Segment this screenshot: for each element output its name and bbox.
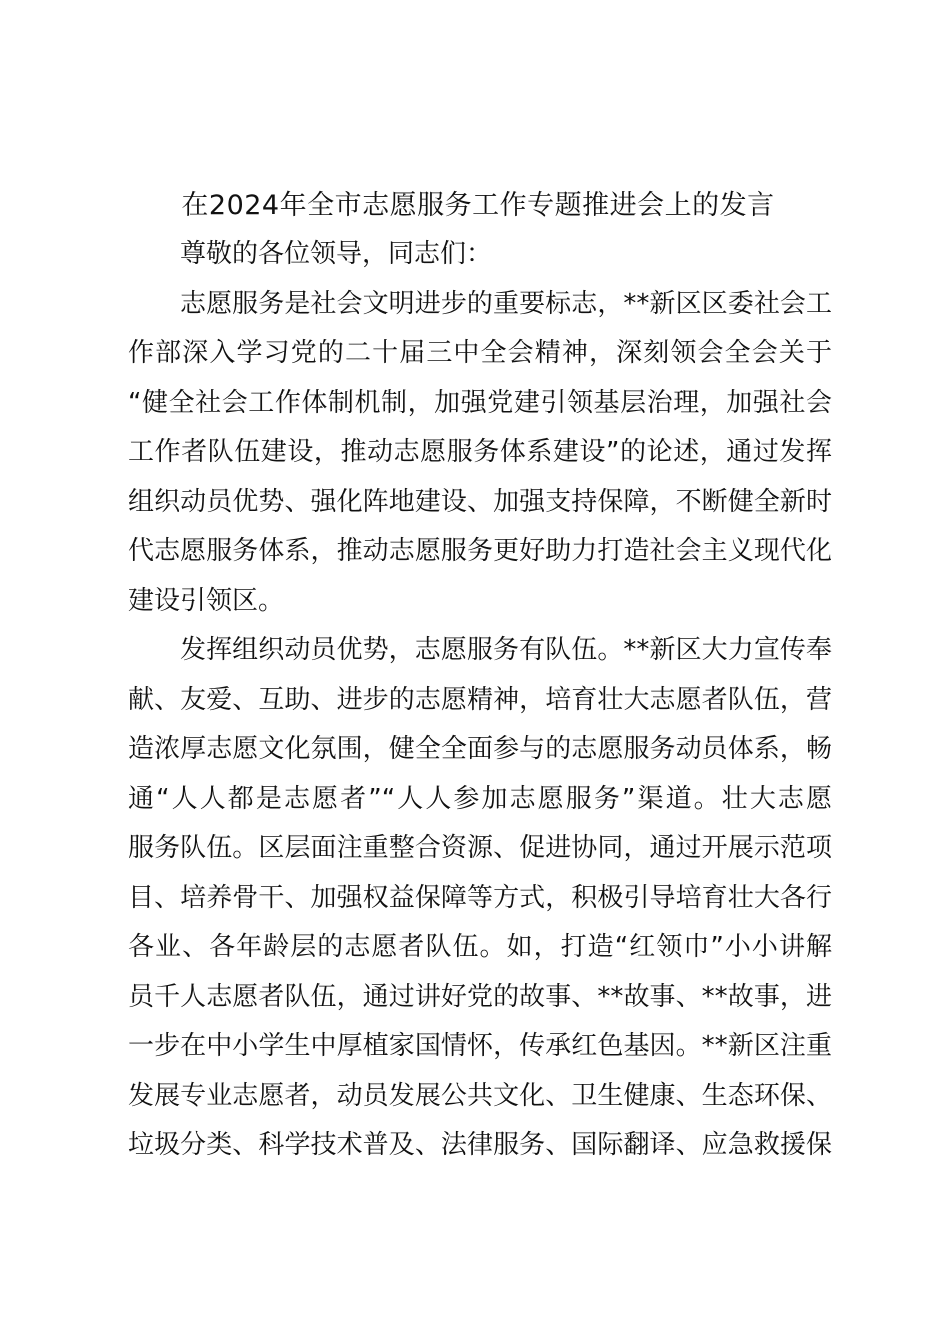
paragraph-line: 献、友爱、互助、进步的志愿精神，培育壮大志愿者队伍，营 <box>128 684 832 715</box>
paragraph-line: 作部深入学习党的二十届三中全会精神，深刻领会全会关于 <box>128 338 832 368</box>
paragraph-line: 员千人志愿者队伍，通过讲好党的故事、**故事、**故事，进 <box>128 981 832 1012</box>
paragraph-line: 工作者队伍建设，推动志愿服务体系建设”的论述，通过发挥 <box>128 437 832 467</box>
paragraph-line: 发挥组织动员优势，志愿服务有队伍。**新区大力宣传奉 <box>180 635 832 665</box>
paragraph-line: 目、培养骨干、加强权益保障等方式，积极引导培育壮大各行 <box>128 882 832 913</box>
paragraph-line: “健全社会工作体制机制，加强党建引领基层治理，加强社会 <box>128 387 832 418</box>
paragraph-line: 通“人人都是志愿者”“人人参加志愿服务”渠道。壮大志愿 <box>128 783 832 814</box>
paragraph-2 <box>128 626 832 1171</box>
paragraph-line: 发展专业志愿者，动员发展公共文化、卫生健康、生态环保、 <box>128 1080 832 1111</box>
paragraph-line: 造浓厚志愿文化氛围，健全全面参与的志愿服务动员体系，畅 <box>128 734 832 764</box>
paragraph-line: 各业、各年龄层的志愿者队伍。如，打造“红领巾”小小讲解 <box>128 932 832 962</box>
paragraph-line: 代志愿服务体系，推动志愿服务更好助力打造社会主义现代化 <box>128 536 832 566</box>
paragraph-line: 垃圾分类、科学技术普及、法律服务、国际翻译、应急救援保 <box>128 1130 832 1160</box>
paragraph-line: 一步在中小学生中厚植家国情怀，传承红色基因。**新区注重 <box>128 1031 832 1061</box>
document-title: 在2024年全市志愿服务工作专题推进会上的发言 <box>181 190 775 221</box>
salutation: 尊敬的各位领导，同志们： <box>180 239 493 269</box>
document-body <box>128 230 832 1171</box>
paragraph-line: 服务队伍。区层面注重整合资源、促进协同，通过开展示范项 <box>128 833 832 863</box>
paragraph-line: 组织动员优势、强化阵地建设、加强支持保障，不断健全新时 <box>128 486 832 517</box>
paragraph-line: 志愿服务是社会文明进步的重要标志，**新区区委社会工 <box>180 288 832 319</box>
paragraph-1 <box>128 280 832 627</box>
paragraph-line: 建设引领区。 <box>128 585 285 616</box>
